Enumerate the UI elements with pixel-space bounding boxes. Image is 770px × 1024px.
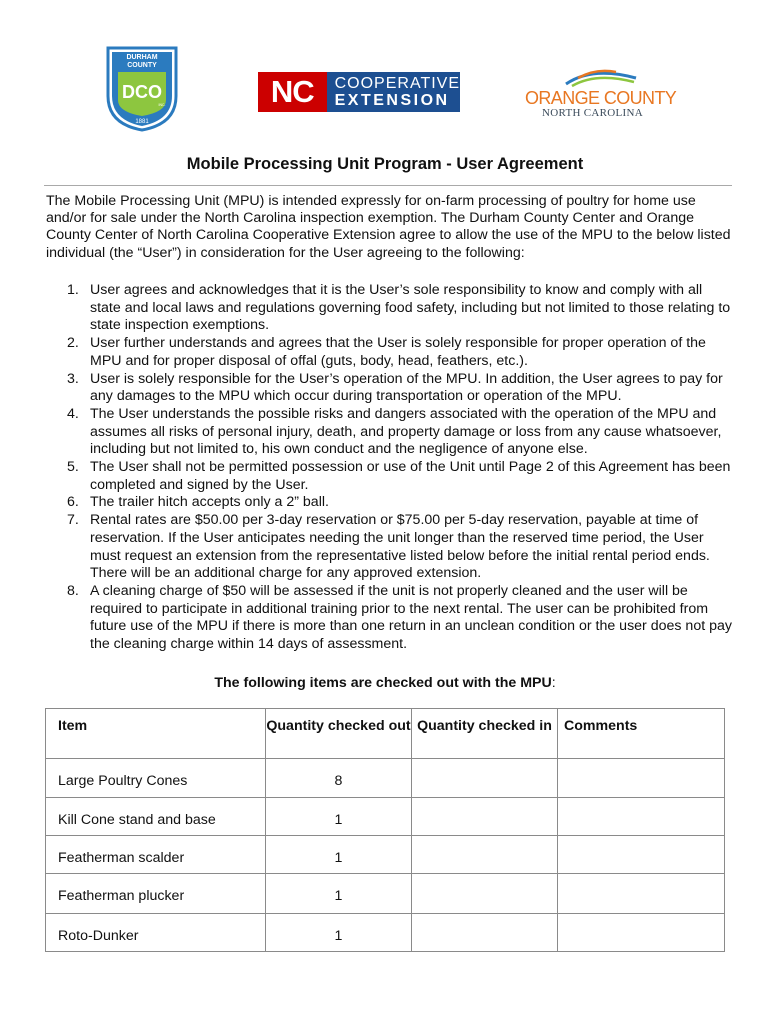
list-item [46, 406, 736, 459]
items-heading-text: The following items are checked out with the MPU [214, 675, 552, 691]
dco-monogram: DCO [122, 82, 162, 102]
dco-year-text: 1881 [135, 119, 149, 125]
cell-comments[interactable] [558, 798, 725, 836]
header-quantity-in: Quantity checked in [412, 709, 558, 759]
table-row [46, 759, 725, 798]
cell-quantity-out: 1 [266, 798, 412, 836]
cell-item: Featherman scalder [46, 836, 266, 874]
cell-item: Roto-Dunker [46, 914, 266, 952]
cell-comments[interactable] [558, 759, 725, 798]
list-item [46, 282, 736, 335]
term-number: 8. [67, 582, 79, 599]
cell-quantity-out: 1 [266, 874, 412, 914]
table-row [46, 798, 725, 836]
term-text: A cleaning charge of $50 will be assessed if the unit is not properly cleaned and the user will be required to participate in additional training prior to the next rental. The user can be prohibited from future use of the MPU if there is more than one return in an unclean condition or the user does not pay the cleaning charge within 14 days of assessment. [90, 582, 732, 653]
term-text: The trailer hitch accepts only a 2” ball. [90, 494, 329, 511]
checkout-table [45, 708, 725, 952]
cell-quantity-out: 1 [266, 914, 412, 952]
intro-paragraph: The Mobile Processing Unit (MPU) is intended expressly for on-farm processing of poultry for home use and/or for sale under the North Carolina inspection exemption. The Durham County Center and Orange County Center of North Carolina Cooperative Extension agree to allow the use of the MPU to the below listed individual (the “User”) in consideration for the User agreeing to the following: [46, 193, 731, 261]
table-row [46, 836, 725, 874]
cell-item: Large Poultry Cones [46, 759, 266, 798]
list-item [46, 371, 736, 406]
table-row [46, 874, 725, 914]
list-item [46, 512, 736, 583]
term-number: 1. [67, 282, 79, 298]
cell-quantity-in[interactable] [412, 874, 558, 914]
term-text: The User understands the possible risks and dangers associated with the operation of the MPU and assumes all risks of personal injury, death, and property damage or loss from any cause whatsoever, including but not limited to, his own conduct and the negligence of anyone else. [90, 405, 722, 458]
list-item [46, 583, 736, 654]
orange-county-state: NORTH CAROLINA [542, 107, 644, 119]
term-number: 7. [67, 512, 79, 529]
cell-comments[interactable] [558, 914, 725, 952]
term-text: The User shall not be permitted possession or use of the Unit until Page 2 of this Agreement has been completed and signed by the User. [90, 459, 731, 493]
term-number: 3. [67, 370, 79, 387]
term-number: 2. [67, 335, 79, 352]
dco-inc-text: INC. [158, 103, 166, 107]
cell-comments[interactable] [558, 836, 725, 874]
document-title: Mobile Processing Unit Program - User Agreement [186, 155, 584, 173]
durham-county-logo [104, 44, 180, 132]
cell-quantity-out: 8 [266, 759, 412, 798]
logo-row [0, 44, 770, 136]
term-number: 4. [67, 405, 79, 422]
list-item [46, 494, 736, 512]
cell-item: Kill Cone stand and base [46, 798, 266, 836]
extension-wordmark [327, 72, 460, 112]
orange-county-swoosh-icon [562, 64, 642, 88]
title-divider [44, 185, 732, 186]
items-heading-colon: : [551, 675, 556, 691]
term-text: User further understands and agrees that the User is solely responsible for proper operation of the MPU and for proper disposal of offal (guts, body, head, feathers, etc.). [90, 335, 706, 369]
extension-text: EXTENSION [334, 92, 450, 109]
header-quantity-out: Quantity checked out [266, 709, 412, 759]
cell-item: Featherman plucker [46, 874, 266, 914]
cell-quantity-in[interactable] [412, 798, 558, 836]
list-item [46, 335, 736, 370]
term-number: 5. [67, 459, 79, 476]
cell-quantity-in[interactable] [412, 836, 558, 874]
header-comments: Comments [558, 709, 725, 759]
terms-list [46, 282, 736, 654]
list-item [46, 459, 736, 494]
cell-quantity-in[interactable] [412, 759, 558, 798]
nc-mark: NC [258, 72, 327, 112]
orange-county-name: ORANGE COUNTY [525, 88, 677, 108]
dco-durham-text: DURHAM [126, 54, 158, 61]
term-text: User agrees and acknowledges that it is the User’s sole responsibility to know and comply with all state and local laws and regulations governing food safety, including but not limited to those relating to state inspection exemptions. [90, 282, 731, 334]
term-number: 6. [67, 494, 79, 511]
term-text: Rental rates are $50.00 per 3-day reservation or $75.00 per 5-day reservation, payable at time of reservation. If the User anticipates needing the unit longer than the reserved time period, the User must request an extension from the representative listed below before the initial rental period ends. There will be an additional charge for any approved extension. [90, 512, 710, 582]
cell-comments[interactable] [558, 874, 725, 914]
dco-county-text: COUNTY [127, 62, 157, 69]
orange-county-logo [522, 64, 682, 124]
nc-cooperative-extension-logo [258, 72, 460, 112]
table-header-row [46, 709, 725, 759]
cell-quantity-in[interactable] [412, 914, 558, 952]
table-row [46, 914, 725, 952]
header-item: Item [46, 709, 266, 759]
term-text: User is solely responsible for the User’s operation of the MPU. In addition, the User agrees to pay for any damages to the MPU which occur during transportation or operation of the MPU. [90, 370, 723, 405]
items-heading [0, 675, 770, 691]
cell-quantity-out: 1 [266, 836, 412, 874]
cooperative-text: COOPERATIVE [334, 75, 460, 92]
